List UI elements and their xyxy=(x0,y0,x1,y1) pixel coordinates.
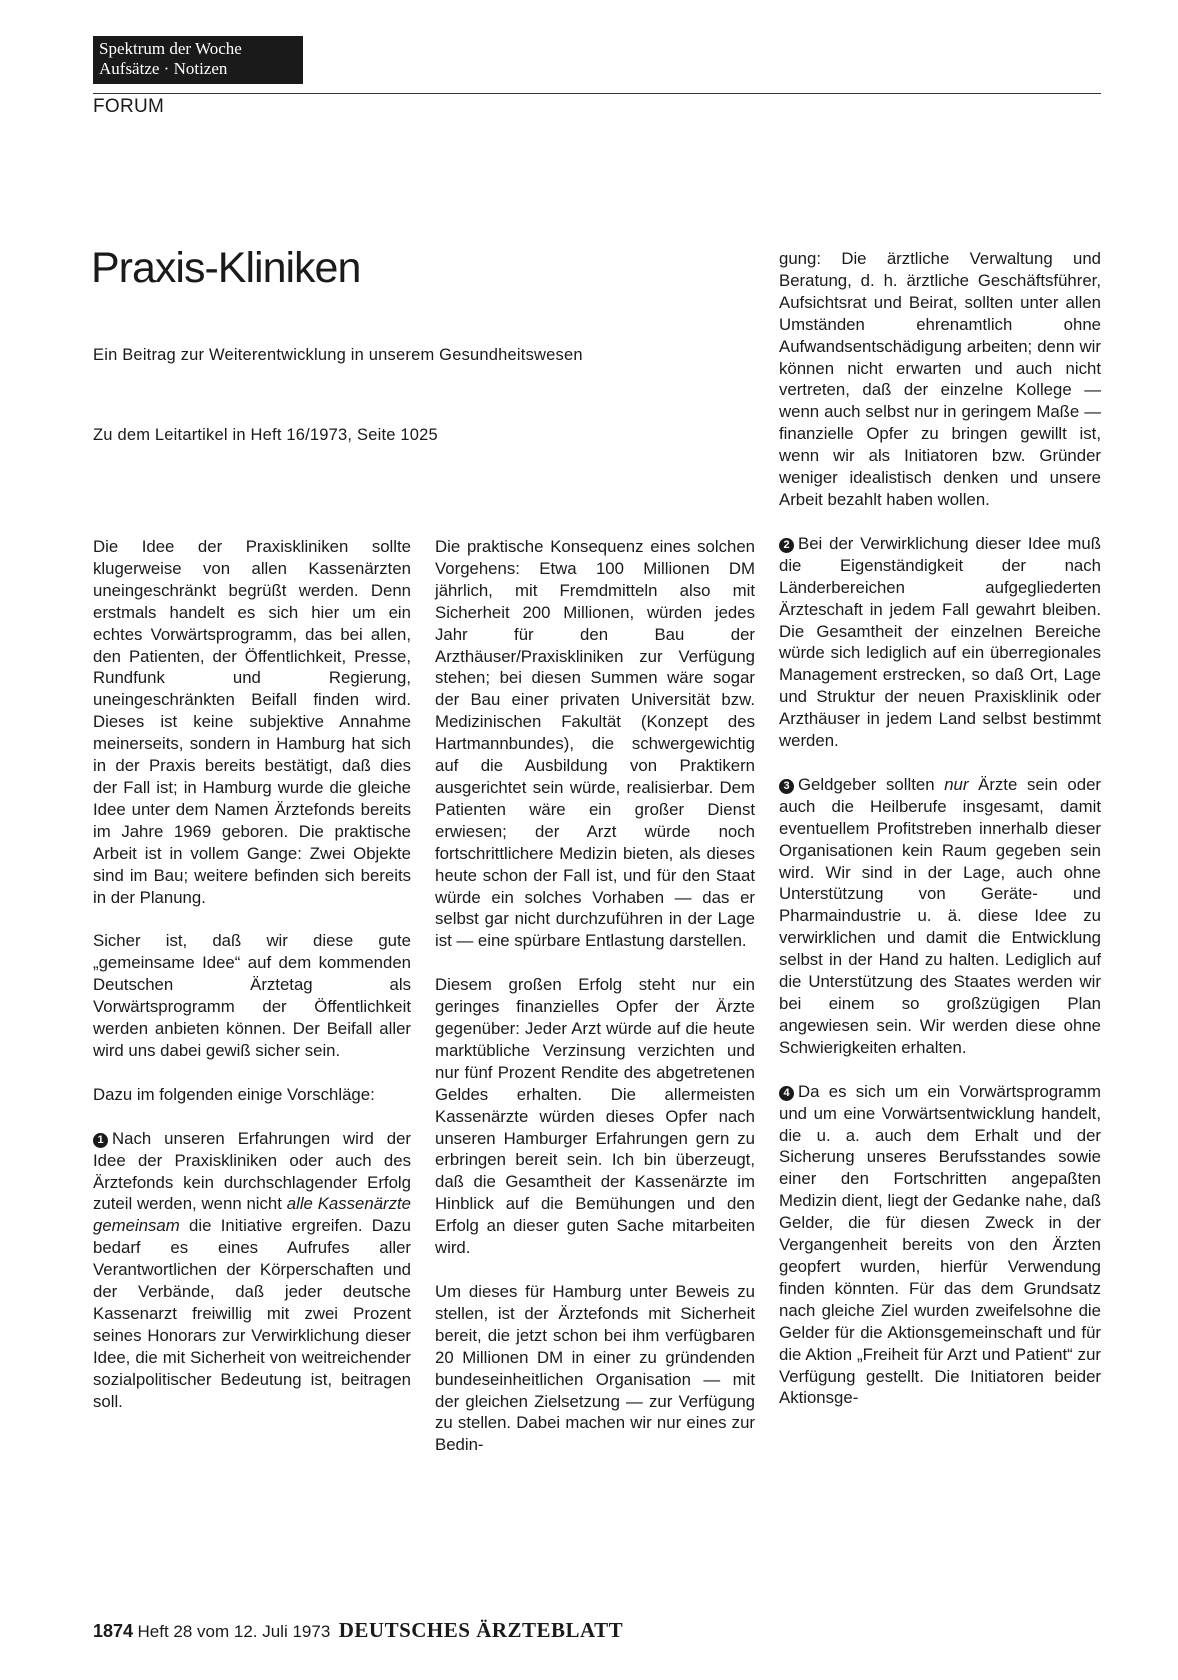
paragraph: Diesem großen Erfolg steht nur ein geringes finanzielles Opfer der Ärzte gegenüber: Jeder Arzt würde auf die heute marktübliche Verzinsung verzichten und nur fünf Prozent Rendite des abgetretenen Geldes erhalten. Die allermeisten Kassenärzte würden dieses Opfer nach unseren Hamburger Erfahrungen gern zu erbringen bereit sein. Ich bin überzeugt, daß die Gesamtheit der Kassenärzte im Hinblick auf die Bemühungen und den Erfolg an dieser guten Sache mitarbeiten wird. xyxy=(435,975,755,1258)
number-4-icon: 4 xyxy=(779,1086,794,1101)
numbered-paragraph-4 xyxy=(779,1081,1101,1410)
numbered-paragraph-2 xyxy=(779,533,1101,752)
numbered-paragraph-1 xyxy=(93,1128,411,1413)
emphasis-text: nur xyxy=(944,774,969,794)
text-column-1 xyxy=(93,536,411,1435)
paragraph-text: Ärzte sein oder auch die Heilberufe insgesamt, damit eventuellem Profitstreben innerhalb dieser Organisationen kein Raum gegeben sein wird. Wir sind in der Lage, auch ohne Unterstützung von Geräte- und Pharmaindustrie u. ä. diese Idee zu verwirklichen und damit die Entwicklung selbst in der Hand zu halten. Lediglich auf die Unterstützung des Staates werden wir bei einem so großzügigen Plan angewiesen sein. Wir werden diese ohne Schwierigkeiten erhalten. xyxy=(779,774,1101,1057)
page-number: 1874 xyxy=(93,1621,134,1641)
badge-line-1: Spektrum der Woche xyxy=(99,39,242,58)
number-3-icon: 3 xyxy=(779,779,794,794)
paragraph-text: Geldgeber sollten xyxy=(798,774,945,794)
paragraph: Dazu im folgenden einige Vorschläge: xyxy=(93,1084,375,1104)
paragraph: Um dieses für Hamburg unter Beweis zu stellen, ist der Ärztefonds mit Sicherheit bereit, die jetzt schon bei ihm verfügbaren 20 Millionen DM in einer zu gründenden bundeseinheitlichen Organisation — mit der gleichen Zielsetzung — zur Verfügung zu stellen. Dabei machen wir nur eines zur Bedin- xyxy=(435,1282,755,1455)
section-badge xyxy=(93,36,303,84)
number-2-icon: 2 xyxy=(779,538,794,553)
text-column-3 xyxy=(779,248,1101,1431)
issue-info: Heft 28 vom 12. Juli 1973 xyxy=(137,1622,331,1641)
article-subtitle: Ein Beitrag zur Weiterentwicklung in unserem Gesundheitswesen xyxy=(93,346,583,364)
page-footer xyxy=(93,1618,623,1643)
paragraph: Die Idee der Praxiskliniken sollte klugerweise von allen Kassenärzten uneingeschränkt begrüßt werden. Denn erstmals handelt es sich hier um ein echtes Vorwärtsprogramm, das bei allen, den Patienten, der Öffentlichkeit, Presse, Rundfunk und Regierung, uneingeschränkten Beifall finden wird. Dieses ist keine subjektive Annahme meinerseits, sondern in Hamburg hat sich in der Praxis bereits bestätigt, daß dies der Fall ist; in Hamburg wurde die gleiche Idee unter dem Namen Ärztefonds bereits im Jahre 1969 geboren. Die praktische Arbeit ist in vollem Gange: Zwei Objekte sind im Bau; weitere befinden sich bereits in der Planung. xyxy=(93,537,411,907)
paragraph: Sicher ist, daß wir diese gute „gemeinsame Idee“ auf dem kommenden Deutschen Ärztetag als Vorwärtsprogramm der Öffentlichkeit werden anbieten können. Der Beifall aller wird uns dabei gewiß sicher sein. xyxy=(93,931,411,1060)
badge-line-2: Aufsätze · Notizen xyxy=(99,59,228,78)
paragraph-text: Nach unseren Erfahrungen wird der Idee der Praxiskliniken oder auch des Ärztefonds kein durchschlagender Erfolg zuteil werden, wenn nicht xyxy=(93,1128,411,1214)
paragraph-text: Da es sich um ein Vorwärtsprogramm und um eine Vorwärtsentwicklung handelt, die u. a. auch dem Erhalt und der Sicherung unseres Berufsstandes sowie einer den Fortschritten angepaßten Medizin dient, liegt der Gedanke nahe, daß Gelder, die für diesen Zweck in der Vergangenheit bereits von den Ärzten geopfert wurden, hierfür Verwendung finden könnten. Für das dem Grundsatz nach gleiche Ziel wurden zweifelsohne die Gelder für die Aktionsgemeinschaft und für die Aktion „Freiheit für Arzt und Patient“ zur Verfügung gestellt. Die Initiatoren beider Aktionsge- xyxy=(779,1081,1101,1408)
header-rule xyxy=(93,93,1101,94)
paragraph-text: die Initiative ergreifen. Dazu bedarf es eines Aufrufes aller Verantwortlichen der Körperschaften und der Verbände, daß jeder deutsche Kassenarzt freiwillig mit zwei Prozent seines Honorars zur Verwirklichung dieser Idee, die mit Sicherheit von weitreichender sozialpolitischer Bedeutung ist, beitragen soll. xyxy=(93,1216,411,1411)
section-label: FORUM xyxy=(93,96,165,117)
emphasis-text: alle Kassenärzte gemeinsam xyxy=(93,1194,411,1236)
paragraph-text: Bei der Verwirklichung dieser Idee muß die Eigenständigkeit der nach Länderbereichen aufgegliederten Ärzteschaft in jedem Fall gewahrt bleiben. Die Gesamtheit der einzelnen Bereiche würde sich lediglich auf ein überregionales Management erstrecken, so daß Ort, Lage und Struktur der neuen Praxisklinik oder Arzthäuser in jedem Land selbst bestimmt werden. xyxy=(779,533,1101,751)
text-column-2 xyxy=(435,536,755,1478)
number-1-icon: 1 xyxy=(93,1133,108,1148)
paragraph: gung: Die ärztliche Verwaltung und Beratung, d. h. ärztliche Geschäftsführer, Aufsichtsrat und Beirat, sollten unter allen Umständen ehrenamtlich ohne Aufwandsentschädigung arbeiten; denn wir können nicht erwarten und auch nicht vertreten, daß der einzelne Kollege — wenn auch selbst nur in geringem Maße — finanzielle Opfer zu bringen gewillt ist, wenn wir als Initiatoren bzw. Gründer weniger idealistisch denken und unsere Arbeit bezahlt haben wollen. xyxy=(779,249,1101,509)
article-title: Praxis-Kliniken xyxy=(91,244,361,292)
journal-name: DEUTSCHES ÄRZTEBLATT xyxy=(338,1618,624,1642)
numbered-paragraph-3 xyxy=(779,774,1101,1059)
article-reference: Zu dem Leitartikel in Heft 16/1973, Seite 1025 xyxy=(93,426,438,444)
paragraph: Die praktische Konsequenz eines solchen Vorgehens: Etwa 100 Millionen DM jährlich, mit Fremdmitteln also mit Sicherheit 200 Millionen, würden jedes Jahr für den Bau der Arzthäuser/Praxiskliniken zur Verfügung stehen; bei diesen Summen wäre sogar der Bau einer privaten Universität bzw. Medizinischen Fakultät (Konzept des Hartmannbundes), die schwergewichtig auf die Ausbildung von Praktikern ausgerichtet sein würde, realisierbar. Dem Patienten wäre ein großer Dienst erwiesen; der Arzt würde noch fortschrittlichere Medizin bieten, als dieses heute schon der Fall ist, und für den Staat würde ein solches Vorhaben — das er selbst gar nicht durchzuführen in der Lage ist — eine spürbare Entlastung darstellen. xyxy=(435,537,755,951)
